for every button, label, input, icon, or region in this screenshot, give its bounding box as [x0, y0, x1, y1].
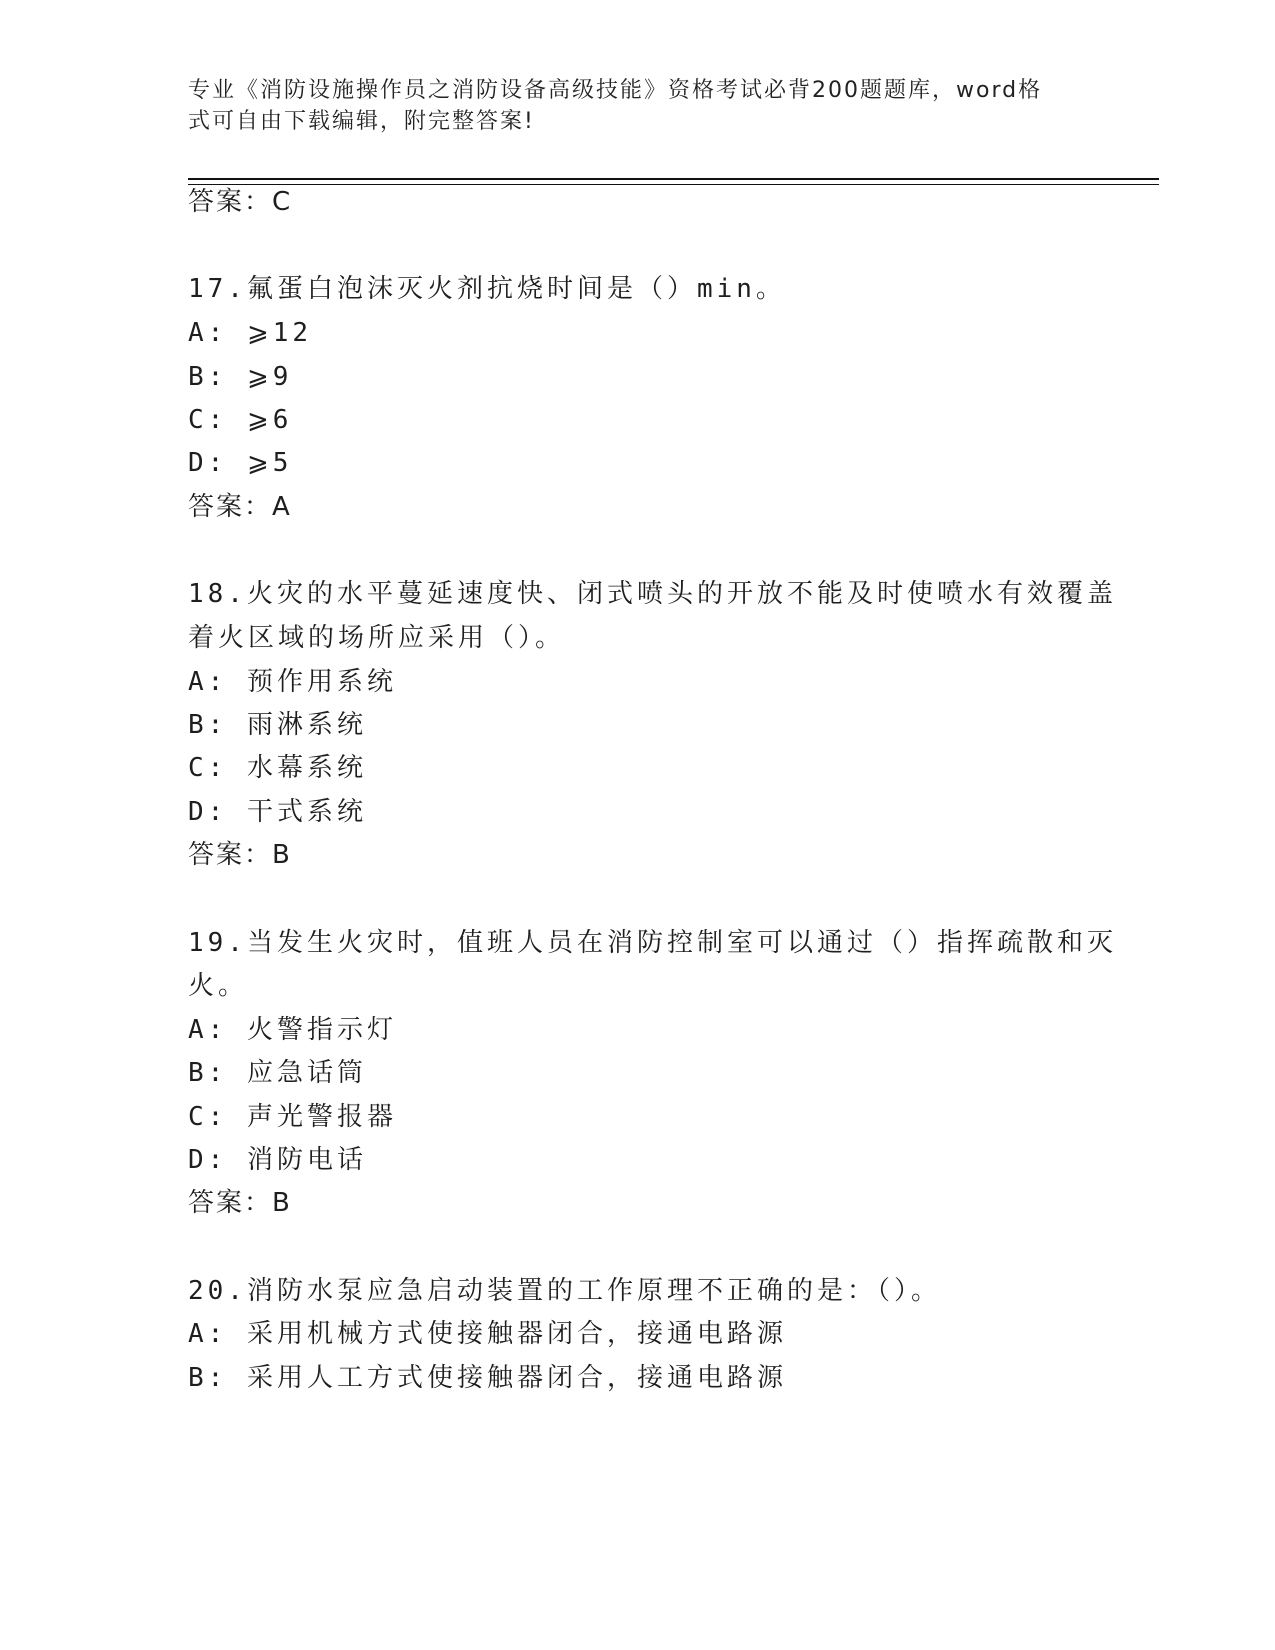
question-18-stem-line-1: 18.火灾的水平蔓延速度快、闭式喷头的开放不能及时使喷水有效覆盖	[188, 579, 1117, 609]
header-line-1: 专业《消防设施操作员之消防设备高级技能》资格考试必背200题题库，word格	[188, 78, 1043, 103]
question-17-stem: 17.氟蛋白泡沫灭火剂抗烧时间是（）min。	[188, 274, 786, 304]
question-19-stem-line-1: 19.当发生火灾时，值班人员在消防控制室可以通过（）指挥疏散和灭	[188, 928, 1117, 958]
header-divider-thin	[188, 184, 1159, 185]
question-20-option-b: B: 采用人工方式使接触器闭合，接通电路源	[188, 1363, 787, 1393]
document-header	[188, 75, 1088, 137]
question-18-option-a: A: 预作用系统	[188, 667, 397, 697]
header-divider-thick	[188, 178, 1159, 180]
question-18-option-d: D: 干式系统	[188, 797, 367, 827]
question-18-stem-line-2: 着火区域的场所应采用（）。	[188, 623, 566, 653]
question-17-option-c: C: ⩾6	[188, 405, 293, 435]
question-17-answer: 答案：A	[188, 492, 292, 522]
question-17-option-d: D: ⩾5	[188, 448, 293, 478]
header-line-2: 式可自由下载编辑，附完整答案!	[188, 109, 535, 134]
question-18-answer: 答案：B	[188, 840, 292, 870]
question-19-answer: 答案：B	[188, 1188, 292, 1218]
question-18-option-b: B: 雨淋系统	[188, 710, 367, 740]
question-19-stem-line-2: 火。	[188, 971, 249, 1001]
question-19-option-a: A: 火警指示灯	[188, 1015, 397, 1045]
question-20-stem: 20.消防水泵应急启动装置的工作原理不正确的是：（）。	[188, 1276, 941, 1306]
question-19-option-c: C: 声光警报器	[188, 1102, 397, 1132]
question-20-option-a: A: 采用机械方式使接触器闭合，接通电路源	[188, 1319, 787, 1349]
answer-previous: 答案：C	[188, 187, 293, 217]
question-17-option-a: A: ⩾12	[188, 318, 313, 348]
question-19-option-b: B: 应急话筒	[188, 1058, 367, 1088]
question-19-option-d: D: 消防电话	[188, 1145, 367, 1175]
question-18-option-c: C: 水幕系统	[188, 753, 367, 783]
question-17-option-b: B: ⩾9	[188, 362, 293, 392]
